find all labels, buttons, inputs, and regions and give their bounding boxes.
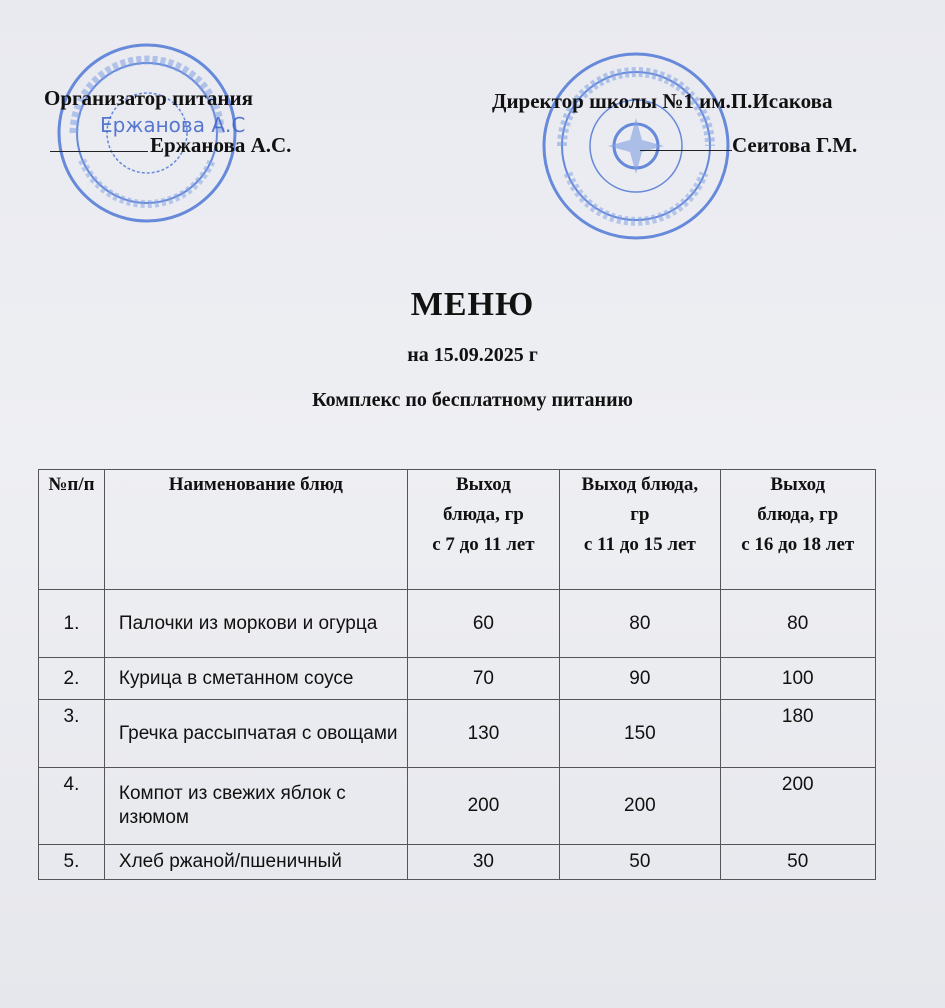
- header-yield-7-11: [407, 470, 560, 590]
- table-row: [39, 845, 876, 880]
- header-dish-name: Наименование блюд: [104, 470, 407, 590]
- yield-7-11: 130: [407, 700, 560, 768]
- yield-11-15: 150: [560, 700, 720, 768]
- yield-16-18: 80: [720, 590, 876, 658]
- header-yield-16-18: [720, 470, 876, 590]
- menu-subtitle: Комплекс по бесплатному питанию: [312, 389, 633, 411]
- header-yield-16-18-line1: Выход: [770, 474, 826, 495]
- table-row: [39, 590, 876, 658]
- yield-7-11: 200: [407, 768, 560, 845]
- yield-11-15: 50: [560, 845, 720, 880]
- header-yield-11-15-line2: гр: [630, 504, 650, 525]
- yield-16-18: 200: [720, 768, 876, 845]
- yield-16-18: 100: [720, 658, 876, 700]
- yield-7-11: 30: [407, 845, 560, 880]
- table-row: [39, 658, 876, 700]
- yield-11-15: 90: [560, 658, 720, 700]
- yield-7-11: 60: [407, 590, 560, 658]
- header-yield-11-15-age: с 11 до 15 лет: [583, 534, 696, 555]
- table-header-row: [39, 470, 876, 590]
- dish-name: Курица в сметанном соусе: [104, 658, 407, 700]
- header-yield-11-15: [560, 470, 720, 590]
- yield-7-11: 70: [407, 658, 560, 700]
- dish-name: Компот из свежих яблок с изюмом: [104, 768, 407, 845]
- dish-name: Хлеб ржаной/пшеничный: [104, 845, 407, 880]
- row-number: 3.: [39, 700, 105, 768]
- yield-16-18: 180: [720, 700, 876, 768]
- header-yield-7-11-age: с 7 до 11 лет: [432, 534, 535, 555]
- page-title: МЕНЮ: [410, 286, 535, 323]
- header-number: №п/п: [39, 470, 105, 590]
- director-title: Директор школы №1 им.П.Исакова: [492, 89, 833, 113]
- dish-name: Палочки из моркови и огурца: [104, 590, 407, 658]
- yield-11-15: 200: [560, 768, 720, 845]
- yield-16-18: 50: [720, 845, 876, 880]
- yield-11-15: 80: [560, 590, 720, 658]
- row-number: 2.: [39, 658, 105, 700]
- director-name: Сеитова Г.М.: [732, 133, 858, 157]
- organizer-signature-line: [50, 133, 291, 158]
- row-number: 4.: [39, 768, 105, 845]
- table-row: [39, 768, 876, 845]
- signature-underline: [50, 135, 148, 152]
- table-row: [39, 700, 876, 768]
- menu-table: [38, 469, 876, 880]
- header-yield-16-18-age: с 16 до 18 лет: [741, 534, 855, 555]
- stamp-name-text: Ержанова А.С: [100, 113, 246, 137]
- header-yield-7-11-line1: Выход: [455, 474, 511, 495]
- dish-name: Гречка рассыпчатая с овощами: [104, 700, 407, 768]
- school-stamp: [538, 48, 734, 244]
- director-signature-underline: [640, 150, 732, 151]
- menu-date: на 15.09.2025 г: [407, 344, 538, 366]
- header-yield-11-15-line1: Выход блюда,: [581, 474, 699, 495]
- header-yield-7-11-line2: блюда, гр: [442, 504, 524, 525]
- organizer-name: Ержанова А.С.: [150, 133, 292, 157]
- row-number: 5.: [39, 845, 105, 880]
- row-number: 1.: [39, 590, 105, 658]
- organizer-title: Организатор питания: [44, 86, 253, 110]
- header-yield-16-18-line2: блюда, гр: [757, 504, 839, 525]
